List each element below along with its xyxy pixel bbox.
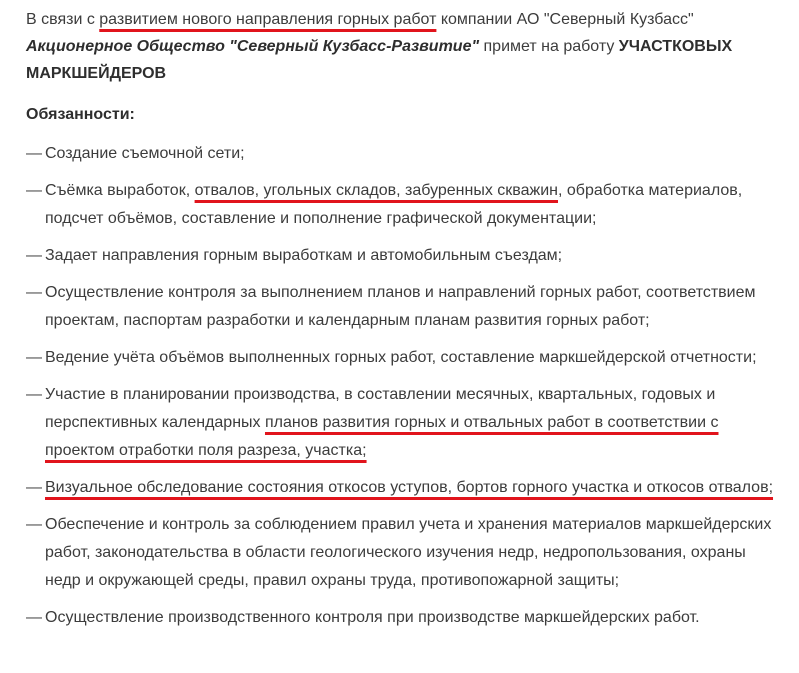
dash-bullet: —: [26, 247, 42, 264]
intro-highlight: развитием нового направления горных работ: [99, 11, 437, 28]
duty-plain: Осуществление производственного контроля при производстве маркшейдерских работ.: [45, 609, 700, 626]
duties-list: [26, 140, 786, 632]
duty-text: [45, 474, 786, 502]
duty-text: [45, 140, 786, 168]
dash-bullet: —: [26, 145, 42, 162]
duty-text: [45, 604, 786, 632]
duty-plain: Ведение учёта объёмов выполненных горных работ, составление маркшейдерской отчетности;: [45, 349, 757, 366]
duty-after: , обработка материалов, подсчет объёмов, составление и пополнение графической документации;: [45, 182, 743, 227]
list-item: [26, 604, 786, 632]
list-item: [26, 140, 786, 168]
duty-text: [45, 279, 786, 335]
list-item: [26, 242, 786, 270]
duty-before: Съёмка выработок,: [45, 182, 195, 199]
duty-plain: Обеспечение и контроль за соблюдением правил учета и хранения материалов маркшейдерских работ, законодательства в области геологического изучения недр, недропользования, охраны недр и окружающей среды, правил охраны труда, противопожарной защиты;: [45, 516, 772, 589]
list-item: [26, 474, 786, 502]
intro-after-highlight: компании АО "Северный Кузбасс": [436, 11, 694, 28]
duty-text: [45, 177, 786, 233]
duty-plain: Создание съемочной сети;: [45, 145, 245, 162]
job-posting: [26, 0, 786, 641]
duty-text: [45, 511, 786, 595]
dash-bullet: —: [26, 479, 42, 496]
dash-bullet: —: [26, 284, 42, 301]
duty-highlight: Визуальное обследование состояния откосов уступов, бортов горного участка и откосов отвалов;: [45, 479, 774, 496]
duty-before: Участие в планировании производства, в составлении месячных, квартальных, годовых и перспективных календарных: [45, 386, 716, 431]
duties-title: Обязанности:: [26, 106, 135, 123]
duty-text: [45, 344, 786, 372]
dash-bullet: —: [26, 182, 42, 199]
dash-bullet: —: [26, 349, 42, 366]
duty-plain: Задает направления горным выработкам и автомобильным съездам;: [45, 247, 563, 264]
duty-highlight: планов развития горных и отвальных работ в соответствии с проектом отработки поля разреза, участка;: [45, 414, 719, 459]
duty-text: [45, 381, 786, 465]
duty-plain: Осуществление контроля за выполнением планов и направлений горных работ, соответствием проектам, паспортам разработки и календарным планам развития горных работ;: [45, 284, 756, 329]
intro-accepts: примет на работу: [479, 38, 619, 55]
list-item: [26, 344, 786, 372]
dash-bullet: —: [26, 386, 42, 403]
intro-paragraph: [26, 0, 786, 87]
list-item: [26, 279, 786, 335]
dash-bullet: —: [26, 516, 42, 533]
list-item: [26, 511, 786, 595]
position-title: УЧАСТКОВЫХ МАРКШЕЙДЕРОВ: [26, 38, 733, 82]
intro-lead: В связи с: [26, 11, 100, 28]
duty-highlight: отвалов, угольных складов, забуренных скважин: [194, 182, 558, 199]
company-name: Акционерное Общество "Северный Кузбасс-Развитие": [26, 38, 480, 55]
dash-bullet: —: [26, 609, 42, 626]
list-item: [26, 177, 786, 233]
list-item: [26, 381, 786, 465]
duty-text: [45, 242, 786, 270]
